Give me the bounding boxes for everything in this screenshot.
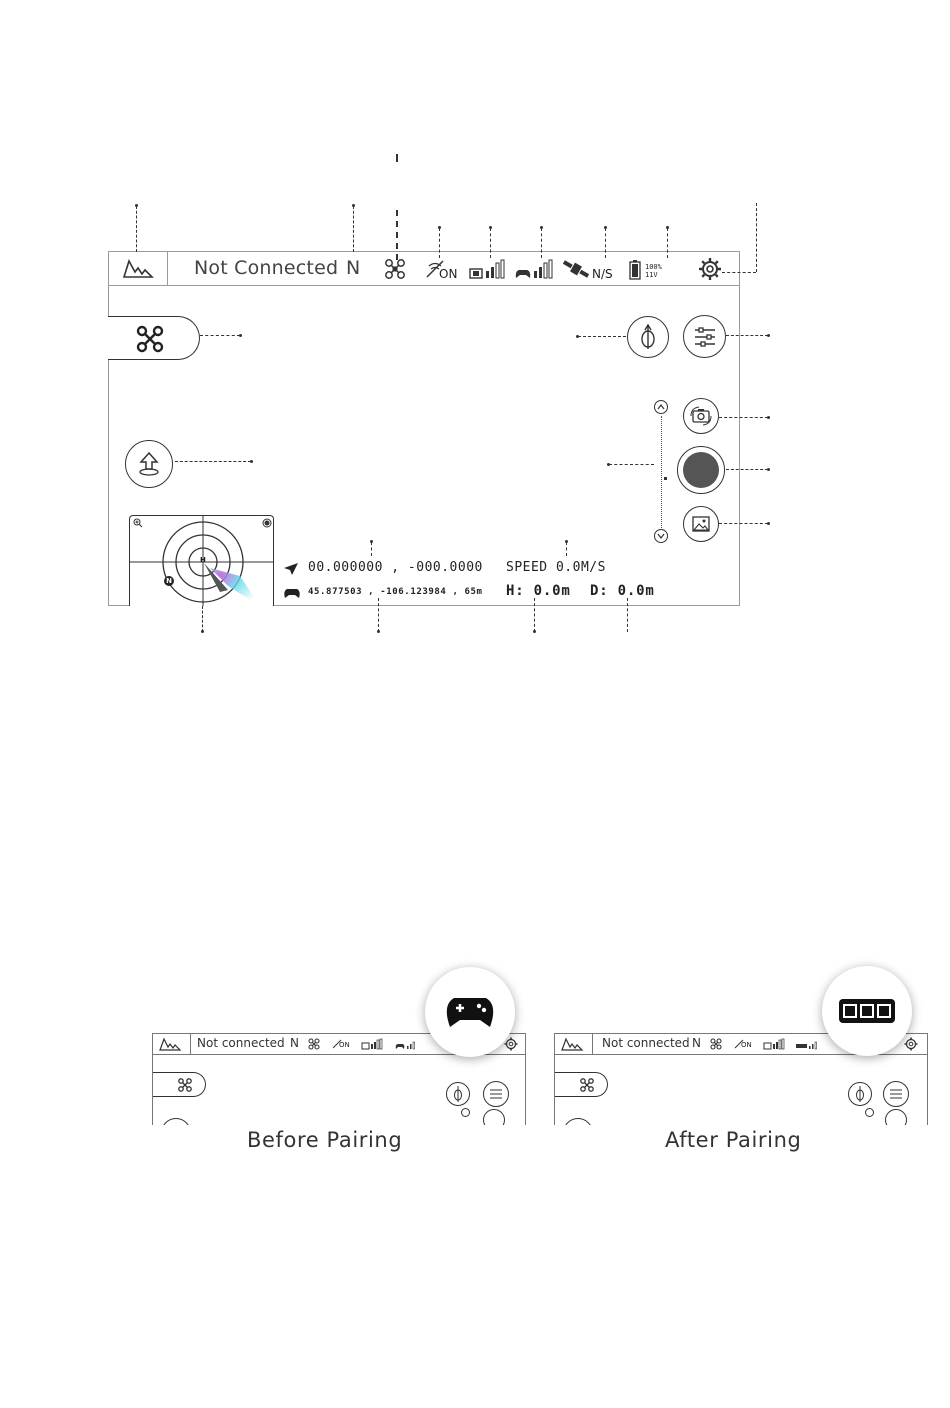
map-icon: [159, 1037, 181, 1051]
callout-line-settings: [756, 203, 757, 272]
optical-flow-label: ON: [339, 1041, 350, 1049]
gps-status: N/S: [592, 267, 613, 281]
callout-line-drone-mode: [200, 335, 240, 336]
compass-icon: [638, 324, 658, 350]
image-transmission-signal-icon: [763, 1039, 785, 1050]
compass-button: [446, 1082, 470, 1106]
pairing-bubble-remote: [822, 966, 912, 1056]
callout-line-zoom: [609, 464, 654, 465]
callout-line-controller: [541, 228, 542, 258]
drone-mode-button[interactable]: [108, 316, 200, 360]
takeoff-landing-icon: [136, 451, 162, 477]
drone-icon: [308, 1038, 320, 1050]
image-transmission-signal-icon: [469, 260, 507, 280]
drone-mode-button: [152, 1072, 206, 1097]
callout-line-settings-h: [722, 272, 756, 273]
drone-coordinates: 00.000000 , -000.0000: [308, 560, 483, 575]
callout-line-compass: [578, 336, 626, 337]
zoom-handle[interactable]: [664, 477, 667, 480]
battery-percent: 100%: [645, 263, 662, 271]
gear-icon[interactable]: [698, 257, 722, 281]
camera-switch-button[interactable]: [683, 398, 719, 434]
battery-icon: [629, 260, 641, 280]
satellite-icon: [562, 259, 590, 279]
takeoff-button[interactable]: [125, 440, 173, 488]
parameters-button: [883, 1081, 909, 1107]
callout-line-map: [136, 206, 137, 252]
drone-icon: [710, 1038, 722, 1050]
radar-north-marker: N: [164, 576, 174, 586]
callout-line-distance: [627, 598, 628, 632]
shutter-core: [683, 452, 719, 488]
callout-line-controller-coords: [378, 598, 379, 632]
connection-status: Not connected: [602, 1036, 690, 1050]
callout-line-gps: [605, 228, 606, 258]
image-transmission-signal-icon: [361, 1039, 383, 1050]
callout-line-params: [726, 335, 768, 336]
connection-status: Not Connected: [194, 257, 339, 279]
chevron-up-icon: [657, 404, 665, 410]
takeoff-button: [161, 1118, 191, 1125]
after-pairing-caption: After Pairing: [665, 1128, 802, 1152]
shutter-button[interactable]: [677, 446, 725, 494]
paper-plane-icon: [283, 562, 299, 576]
map-icon: [561, 1037, 583, 1051]
controller-signal-icon: [395, 1040, 417, 1050]
heading-direction: N: [346, 257, 361, 279]
heading-direction: N: [290, 1036, 299, 1050]
parameters-button: [483, 1081, 509, 1107]
compass-button[interactable]: [627, 316, 669, 358]
takeoff-button: [563, 1118, 593, 1125]
gear-icon: [504, 1037, 518, 1051]
heading-direction: N: [692, 1036, 701, 1050]
speed-readout: SPEED 0.0M/S: [506, 560, 606, 575]
callout-line-drone: [396, 210, 398, 260]
callout-line-battery: [667, 228, 668, 258]
gallery-icon: [691, 515, 711, 533]
zoom-in-button[interactable]: [654, 400, 668, 414]
callout-marker: [396, 154, 398, 162]
callout-line-takeoff: [175, 461, 251, 462]
gamepad-icon: [283, 587, 301, 599]
optical-flow-label: ON: [439, 267, 458, 281]
zoom-in-button: [461, 1108, 470, 1117]
callout-line-shutter: [726, 469, 768, 470]
map-icon[interactable]: [122, 257, 154, 279]
gear-icon: [904, 1037, 918, 1051]
callout-line-image-signal: [490, 228, 491, 258]
radar-mode-icon[interactable]: [262, 518, 272, 528]
gamepad-icon: [444, 995, 496, 1029]
zoom-in-button: [865, 1108, 874, 1117]
parameters-button[interactable]: [683, 315, 726, 358]
drone-mode-button: [554, 1072, 608, 1097]
compass-button: [848, 1082, 872, 1106]
chevron-down-icon: [657, 533, 665, 539]
zoom-out-button[interactable]: [654, 529, 668, 543]
callout-line-radar: [202, 606, 203, 632]
pairing-bubble-gamepad: [425, 967, 515, 1057]
callout-line-direction: [353, 206, 354, 252]
zoom-track[interactable]: [661, 416, 662, 528]
gallery-button[interactable]: [683, 506, 719, 542]
remote-controller-icon: [795, 1040, 819, 1050]
distance-readout: D: 0.0m: [590, 583, 655, 599]
radar-home-marker: H: [200, 556, 206, 564]
camera-switch-button: [483, 1109, 505, 1125]
controller-coordinates: 45.877503 , -106.123984 , 65m: [308, 587, 483, 597]
connection-status: Not connected: [197, 1036, 285, 1050]
drone-icon: [384, 258, 406, 280]
radar-map[interactable]: [129, 515, 274, 606]
camera-switch-button: [885, 1109, 907, 1125]
callout-line-height: [534, 598, 535, 632]
camera-switch-icon: [690, 406, 712, 426]
top-status-bar: [108, 251, 740, 286]
height-readout: H: 0.0m: [506, 583, 571, 599]
remote-controller-icon: [837, 996, 897, 1026]
callout-line-flow: [439, 228, 440, 258]
callout-line-camera: [719, 417, 768, 418]
callout-line-speed: [566, 542, 567, 556]
callout-line-drone-coords: [371, 542, 372, 556]
before-pairing-caption: Before Pairing: [247, 1128, 403, 1152]
sliders-icon: [693, 326, 717, 348]
zoom-in-icon[interactable]: [133, 518, 143, 528]
controller-signal-icon: [514, 260, 554, 280]
callout-line-gallery: [719, 523, 768, 524]
optical-flow-label: ON: [741, 1041, 752, 1049]
battery-voltage: 11V: [645, 271, 658, 279]
